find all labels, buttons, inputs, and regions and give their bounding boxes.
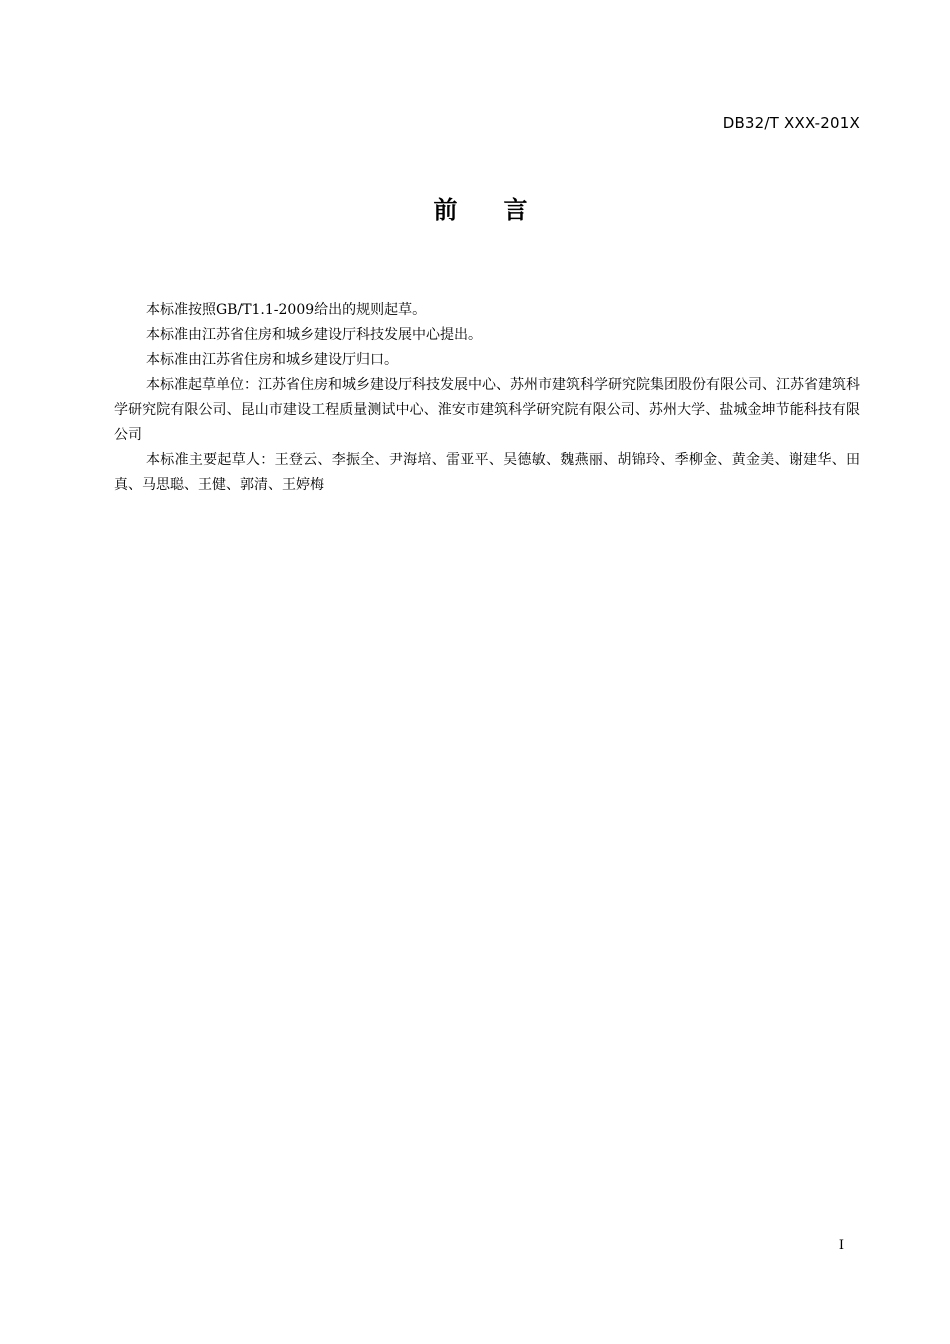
paragraph-drafters: 本标准主要起草人：王登云、李振全、尹海培、雷亚平、吴德敏、魏燕丽、胡锦玲、季柳金、黄金美、谢建华、田真、马思聪、王健、郭清、王婷梅 bbox=[114, 452, 860, 493]
document-code: DB32/T XXX-201X bbox=[722, 114, 860, 132]
page-number: I bbox=[838, 1238, 844, 1253]
page-title: 前言 bbox=[433, 196, 574, 224]
paragraph-drafting-rules: 本标准按照GB/T1.1-2009给出的规则起草。 bbox=[146, 302, 427, 318]
preface-body bbox=[114, 298, 860, 498]
paragraph-proposer: 本标准由江苏省住房和城乡建设厅科技发展中心提出。 bbox=[146, 327, 482, 343]
paragraph-administrator: 本标准由江苏省住房和城乡建设厅归口。 bbox=[146, 352, 398, 368]
paragraph-drafting-units: 本标准起草单位：江苏省住房和城乡建设厅科技发展中心、苏州市建筑科学研究院集团股份有限公司、江苏省建筑科学研究院有限公司、昆山市建设工程质量测试中心、淮安市建筑科学研究院有限公司、苏州大学、盐城金坤节能科技有限公司 bbox=[114, 377, 860, 443]
